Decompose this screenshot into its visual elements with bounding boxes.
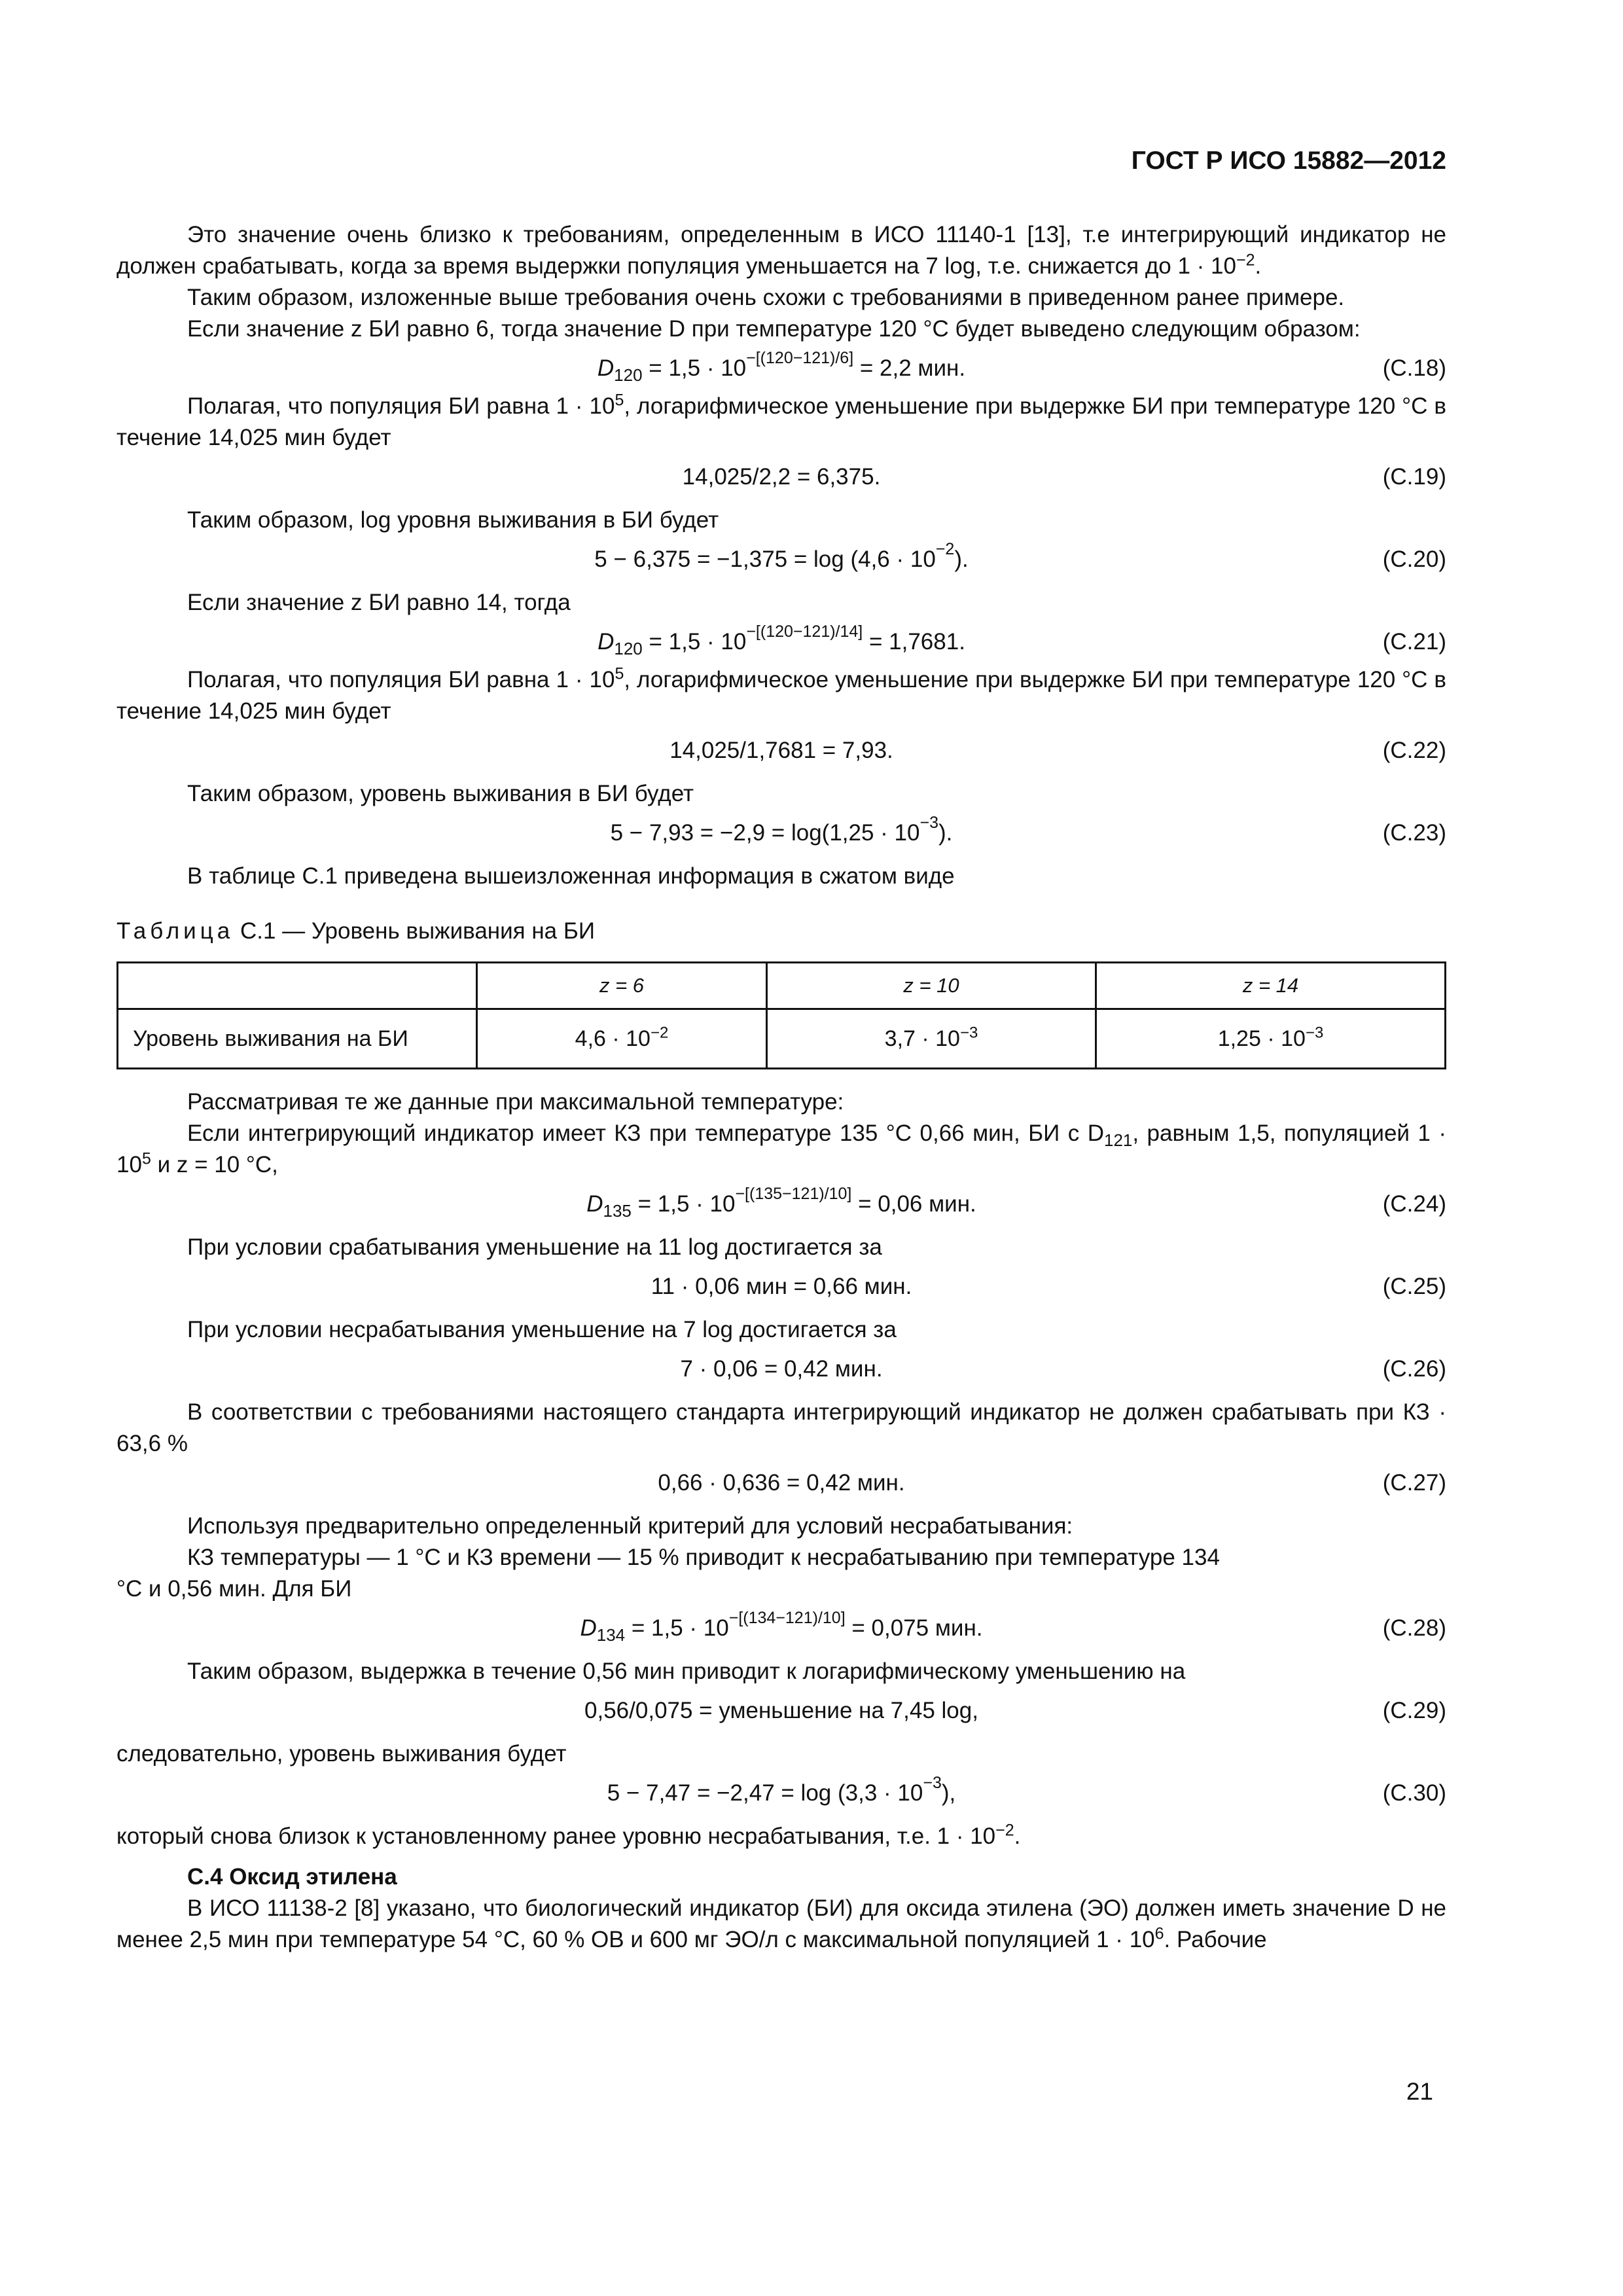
equation-c19: 14,025/2,2 = 6,375. (C.19) — [116, 461, 1446, 493]
paragraph: Используя предварительно определенный критерий для условий несрабатывания: — [187, 1513, 1073, 1539]
equation-c23: $5 - 7,93 = -2,9 = \log(1,25 \cdot 10^{-3})$. (C.23) — [116, 817, 1446, 849]
table-cell: $4,6 \cdot 10^{-2}$ — [477, 1009, 767, 1069]
paragraph: В таблице C.1 приведена вышеизложенная информация в сжатом виде — [187, 863, 955, 889]
equation-c26: 7 · 0,06 = 0,42 мин. (C.26) — [116, 1354, 1446, 1385]
paragraph: Таким образом, log уровня выживания в БИ будет — [187, 507, 719, 533]
paragraph: Это значение очень близко к требованиям, определенным в ИСО 11140-1 [13], т.е интегрирующий индикатор не должен срабатывать, когда за время выдержки популяция уменьшается на 7 log, т.е. снижается до $1 \cdot 10^{-2}$. — [116, 222, 1446, 279]
paragraph: Полагая, что популяция БИ равна $1 \cdot 10^5$, логарифмическое уменьшение при выдержке БИ при температуре 120 °C в течение 14,025 мин будет — [116, 391, 1447, 450]
equation-c28: $D_{134} = 1,5 \cdot 10^{-[(134-121)/10]} = 0,075$ мин. (C.28) — [580, 1609, 1446, 1645]
paragraph: Таким образом, изложенные выше требования очень схожи с требованиями в приведенном ранее примере. — [187, 285, 1345, 310]
equation-number: (C.29) — [1382, 1698, 1446, 1723]
survival-table — [116, 961, 1446, 1069]
table-row-label: Уровень выживания на БИ — [118, 1009, 477, 1069]
paragraph: При условии срабатывания уменьшение на 11 log достигается за — [187, 1234, 882, 1260]
equation-number: (C.21) — [1382, 629, 1446, 655]
paragraph: Таким образом, уровень выживания в БИ будет — [187, 781, 694, 806]
table-header-cell: z = 6 — [477, 963, 767, 1009]
equation-c24: $D_{135} = 1,5 \cdot 10^{-[(135-121)/10]} = 0,06$ мин. (C.24) — [586, 1185, 1446, 1221]
equation-number: (C.22) — [1382, 738, 1446, 763]
paragraph: Полагая, что популяция БИ равна $1 \cdot 10^5$, логарифмическое уменьшение при выдержке БИ при температуре 120 °C в течение 14,025 мин будет — [116, 664, 1447, 724]
paragraph: В ИСО 11138-2 [8] указано, что биологический индикатор (БИ) для оксида этилена (ЭО) должен иметь значение D не менее 2,5 мин при температуре 54 °C, 60 % OB и 600 мг ЭО/л с максимальной популяцией $1 \cdot 10^6$. Рабочие — [116, 1895, 1446, 1952]
equation-c22: 14,025/1,7681 = 7,93. (C.22) — [116, 735, 1446, 766]
equation-number: (C.18) — [1382, 355, 1446, 381]
paragraph: Если значение z БИ равно 14, тогда — [187, 590, 571, 615]
equation-c27: 0,66 · 0,636 = 0,42 мин. (C.27) — [116, 1467, 1446, 1499]
paragraph: Если значение z БИ равно 6, тогда значение D при температуре 120 °C будет выведено следующим образом: — [187, 316, 1361, 342]
equation-number: (C.20) — [1382, 547, 1446, 572]
equation-number: (C.25) — [1382, 1274, 1446, 1299]
paragraph: Рассматривая те же данные при максимальной температуре: — [187, 1089, 844, 1115]
equation-c21: $D_{120} = 1,5 \cdot 10^{-[(120-121)/14]} = 1,7681$. (C.21) — [597, 622, 1446, 658]
table-header-cell: z = 10 — [767, 963, 1096, 1009]
equation-c29: 0,56/0,075 = уменьшение на 7,45 log, (C.29) — [116, 1695, 1446, 1727]
equation-c20: $5 - 6,375 = -1,375 = \log (4,6 \cdot 10^{-2})$. (C.20) — [116, 544, 1446, 575]
table-header-cell — [118, 963, 477, 1009]
equation-number: (C.19) — [1382, 464, 1446, 490]
paragraph: В соответствии с требованиями настоящего стандарта интегрирующий индикатор не должен срабатывать при КЗ · 63,6 % — [116, 1399, 1446, 1456]
equation-c18: $D_{120} = 1,5 \cdot 10^{-[(120-121)/6]} = 2,2$ мин. (C.18) — [597, 349, 1446, 385]
equation-number: (C.23) — [1382, 820, 1446, 846]
page-number: 21 — [1406, 2078, 1433, 2105]
equation-number: (C.27) — [1382, 1470, 1446, 1496]
equation-number: (C.26) — [1382, 1356, 1446, 1382]
table-row — [118, 1009, 1446, 1069]
paragraph: При условии несрабатывания уменьшение на 7 log достигается за — [187, 1317, 897, 1342]
paragraph: КЗ температуры — 1 °C и КЗ времени — 15 % приводит к несрабатыванию при температуре 134 °C и 0,56 мин. Для БИ — [116, 1545, 1220, 1602]
equation-c30: $5 - 7,47 = -2,47 = \log (3,3 \cdot 10^{-3})$, (C.30) — [116, 1778, 1446, 1809]
page-content — [116, 219, 1446, 1956]
paragraph: Таким образом, выдержка в течение 0,56 мин приводит к логарифмическому уменьшению на — [187, 1659, 1186, 1684]
table-header-cell: z = 14 — [1096, 963, 1446, 1009]
table-cell: $1,25 \cdot 10^{-3}$ — [1096, 1009, 1446, 1069]
paragraph: который снова близок к установленному ранее уровню несрабатывания, т.е. $1 \cdot 10^{-2}$. — [116, 1821, 1021, 1849]
equation-number: (C.24) — [1382, 1191, 1446, 1217]
paragraph: следовательно, уровень выживания будет — [116, 1741, 567, 1767]
equation-number: (C.30) — [1382, 1780, 1446, 1806]
equation-number: (C.28) — [1382, 1615, 1446, 1641]
equation-c25: 11 · 0,06 мин = 0,66 мин. (C.25) — [116, 1271, 1446, 1302]
section-heading: C.4 Оксид этилена — [187, 1864, 397, 1890]
table-cell: $3,7 \cdot 10^{-3}$ — [767, 1009, 1096, 1069]
table-caption: Таблица C.1 — Уровень выживания на БИ — [116, 918, 595, 944]
page-header: ГОСТ Р ИСО 15882—2012 — [1131, 147, 1446, 175]
table-header-row — [118, 963, 1446, 1009]
paragraph: Если интегрирующий индикатор имеет КЗ при температуре 135 °C 0,66 мин, БИ с $D_{121}$, равным 1,5, популяцией $1 \cdot 10^5$ и z = 10 °C, — [116, 1121, 1446, 1177]
